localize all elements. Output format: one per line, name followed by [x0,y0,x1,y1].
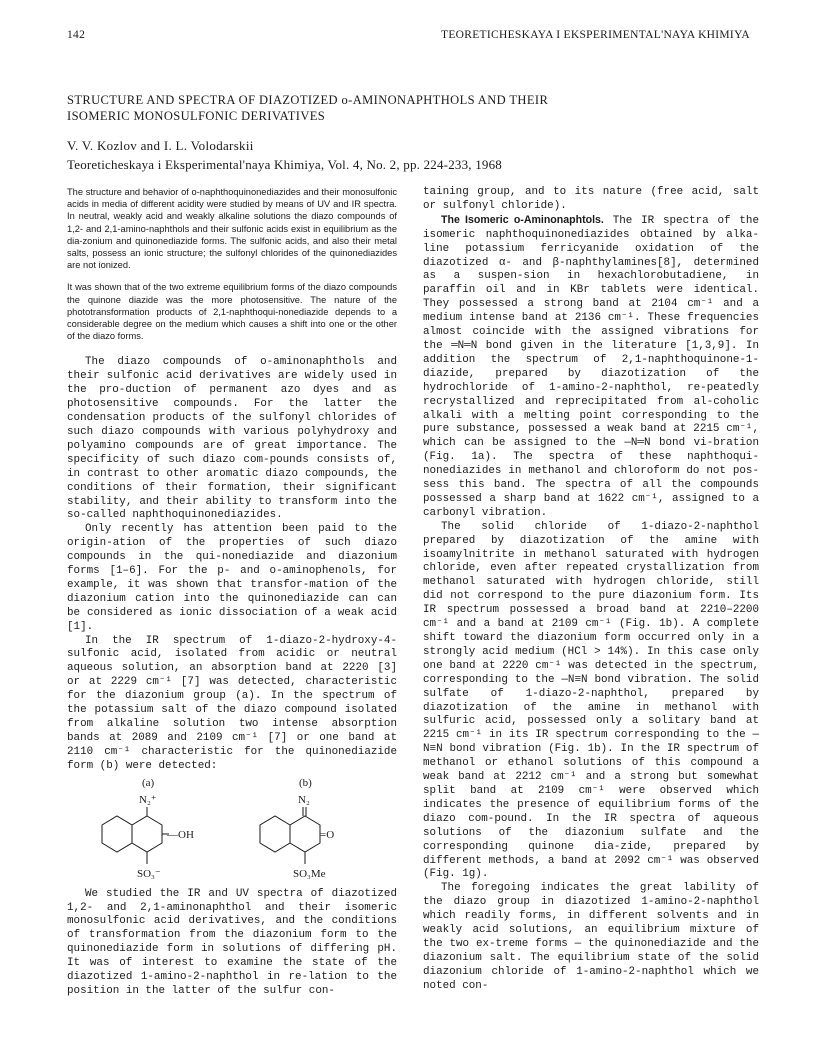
article-title [67,93,687,124]
authors: V. V. Kozlov and I. L. Volodarskii [67,138,254,153]
formula-b-side-group: =O [320,828,335,841]
right-column [423,186,759,994]
body-paragraph: The solid chloride of 1-diazo-2-naphthol prepared by diazotization of the amine with isoamylnitrite in methanol saturated with hydrogen chloride, even after repeated crystallization from methanol saturated with hydrogen chloride, still did not correspond to the pure diazonium form. Its IR spectrum possessed a broad band at 2210–2200 cm⁻¹ and a band at 2109 cm⁻¹ (Fig. 1b). A complete shift toward the diazonium form occurred only in a strongly acid medium (HCl > 14%). In this case only one band at 2220 cm⁻¹ was detected in the spectrum, corresponding to the —N≡N bond vibration. The solid sulfate of 1-diazo-2-naphthol, prepared by diazotization of the amine in methanol with sulfuric acid, possessed only a solitary band at 2215 cm⁻¹ in its IR spectrum corresponding to the —N≡N bond vibration (Fig. 1b). In the IR spectrum of methanol or ethanol solutions of this compound a weak band at 2212 cm⁻¹ and a strong but somewhat split band at 2109 cm⁻¹ were observed which indicates the presence of equilibrium forms of the diazo com-pound. In the IR spectra of aqueous solutions of the diazonium sulfate and the corresponding quinone dia-zide, prepared by different methods, a band at 2092 cm⁻¹ was observed (Fig. 1g). [423,520,759,881]
body-paragraph [423,214,759,521]
abstract-paragraph: It was shown that of the two extreme equilibrium forms of the diazo compounds the quinone diazide was the more photosensitive. The nature of the phototransformation products of 2,1-naphthoqui-nonediazide depends to a considerable degree on the medium which causes a shift into one or the other of the diazo forms. [67,282,397,342]
formula-a-side-group: —OH [167,828,194,841]
ring-right [132,816,162,852]
body-paragraph: In the IR spectrum of 1-diazo-2-hydroxy-4-sulfonic acid, isolated from acidic or neutral aqueous solution, an absorption band at 2220 [3] or at 2229 cm⁻¹ [7] was detected, characteristic for the diazonium group (a). In the spectrum of the potassium salt of the diazo compound isolated from alkaline solution two intense absorption bands at 2089 and 2109 cm⁻¹ [7] or one band at 2110 cm⁻¹ characteristic for the quinonediazide form (b) were detected: [67,634,397,772]
title-line-2: ISOMERIC MONOSULFONIC DERIVATIVES [67,108,326,123]
ring-right [290,816,320,852]
structural-formulas [67,776,397,882]
ring-left [102,816,132,852]
body-paragraph: Only recently has attention been paid to the origin-ation of the properties of such diazo compounds in the qui-nonediazide and diazonium forms [1–6]. For the p- and o-aminophenols, for example, it was shown that transfor-mation of the diazonium cation into the quinonediazide can can be considered as ionic dissociation of a weak acid [1]. [67,523,397,633]
running-header: TEORETICHESKAYA I EKSPERIMENTAL'NAYA KHIMIYA [441,29,750,41]
body-paragraph: We studied the IR and UV spectra of diazotized 1,2- and 2,1-aminonaphthol and their isomeric monosulfonic acid derivatives, and the conditions of transformation from the diazonium form to the quinonediazide form in solutions of differing pH. It was of interest to examine the state of the diazotized 1-amino-2-naphthol in re-lation to the position in the latter of the sulfur con- [67,887,397,997]
formula-a [102,777,194,880]
title-line-1: STRUCTURE AND SPECTRA OF DIAZOTIZED o-AMINONAPHTHOLS AND THEIR [67,93,549,107]
formula-b-top-group: N₂ [298,793,310,806]
formula-figure [67,776,397,882]
formula-a-top-group: N₂⁺ [139,793,157,806]
formula-b-bottom-group: SO₃Me [293,867,326,880]
body-paragraph: The diazo compounds of o-aminonaphthols and their sulfonic acid derivatives are widely used in the pro-duction of permanent azo dyes and as photosensitive compounds. For the latter the condensation products of the sulfonyl chlorides of such diazo compounds with various polyhydroxy and polyamino compounds are of great importance. The specificity of such diazo com-pounds consists of, in contrast to other aromatic diazo compounds, the conditions of their formation, their significant stability, and their ability to transform into the so-called naphthoquinonediazides. [67,356,397,522]
body-paragraph: The foregoing indicates the great lability of the diazo group in diazotized 1-amino-2-naphthol which readily forms, in different solvents and in weakly acid solutions, an equilibrium mixture of the two ex-treme forms — the quinonediazide and the diazonium salt. The equilibrium state of the solid diazonium chloride of 1-amino-2-naphthol which we noted con- [423,882,759,992]
formula-a-label: (a) [142,776,155,789]
formula-b-label: (b) [299,776,312,789]
body-paragraph: taining group, and to its nature (free acid, salt or sulfonyl chloride). [423,186,759,212]
abstract-paragraph: The structure and behavior of o-naphthoquinonediazides and their monosulfonic acids in media of different acidity were studied by means of UV and IR spectra. In neutral, weakly acid and weakly alkaline solutions the diazo compounds of 1,2- and 2,1-amino-naphthols and their sulfonic acids exist in equilibrium as the dia-zonium and quinonediazide forms. The sulfonic acids, and also their metal salts, possess an ionic structure; the sulfonyl chlorides of the quinonediazides are not ionized. [67,187,397,271]
citation: Teoreticheskaya i Eksperimental'naya Khimiya, Vol. 4, No. 2, pp. 224-233, 1968 [67,157,502,172]
formula-a-bottom-group: SO₃⁻ [137,867,161,880]
section-heading: The Isomeric o-Aminonaphtols. [441,213,604,226]
section-text: The IR spectra of the isomeric naphthoquinonediazides obtained by alka-line potassium ferricyanide oxidation of the diazotized α- and β-naphthylamines[8], determined as a suspen-sion in hexachlorobutadiene, in paraffin oil and in KBr tablets were identical. They possessed a strong band at 2104 cm⁻¹ and a medium intense band at 2136 cm⁻¹. These frequencies almost coincide with the assigned vibrations for the ═N═N bond given in the literature [1,3,9]. In addition the spectrum of 2,1-naphthoquinone-1-diazide, prepared by diazotization of the hydrochloride of 1-amino-2-naphthol, re-peatedly recrystallized and reprecipitated from al-coholic alkali with a melting point corresponding to the pure substance, possessed a weak band at 2215 cm⁻¹, which can be assigned to the —N═N bond vi-bration (Fig. 1a). The spectra of these naphthoqui-nonediazides in methanol and chloroform do not pos-sess this band. The spectra of all the compounds possessed a sharp band at 1622 cm⁻¹, assigned to a carbonyl vibration. [423,214,759,519]
page-number: 142 [67,29,86,41]
formula-b [260,777,334,880]
ring-left [260,816,290,852]
left-column [67,186,397,999]
